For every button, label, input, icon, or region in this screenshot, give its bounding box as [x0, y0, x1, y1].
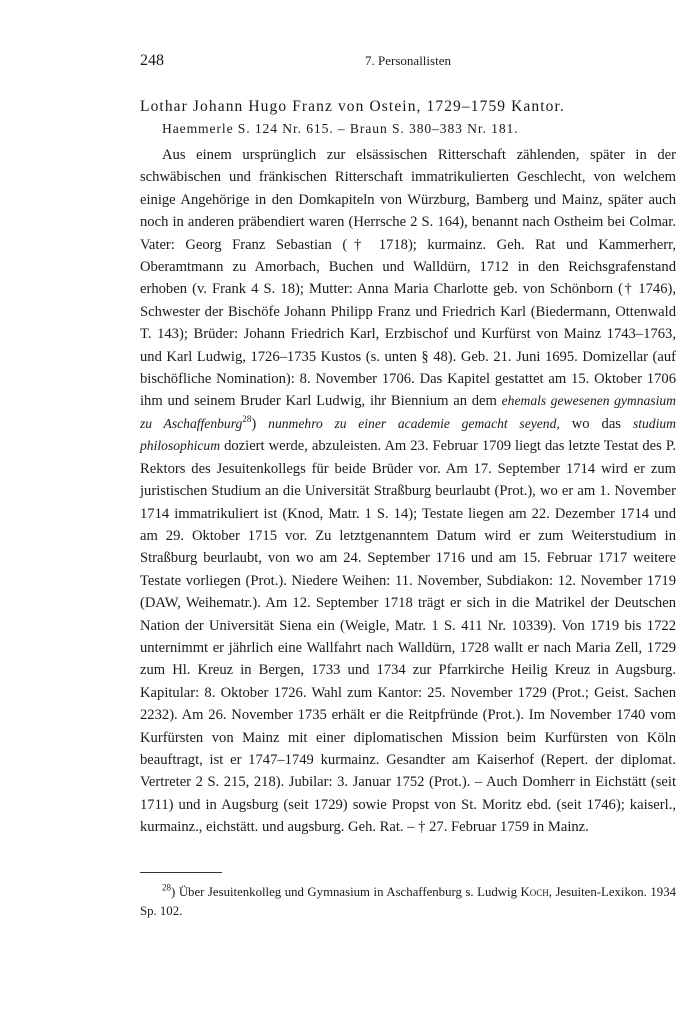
paren-close: ) [251, 415, 257, 432]
body-part-3: doziert werde, abzuleisten. Am 23. Februar 1709 liegt das letzte Testat des P. Rektors des Jesuitenkollegs für beide Brüder vor. Am 17. September 1714 wird er zum juristischen Studium an die Universität Straßburg beurlaubt (Prot.), wo er am 1. November 1714 immatrikuliert ist (Knod, Matr. 1 S. 14); Testate liegen am 22. Dezember 1714 und am 29. Oktober 1715 vor. Zu letztgenanntem Datum wird er zum Weiterstudium in Straßburg beurlaubt, von wo am 24. September 1716 und am 15. Februar 1717 weitere Testate vorliegen (Prot.). Niedere Weihen: 11. November, Subdiakon: 12. November 1719 (DAW, Weihematr.). Am 12. September 1718 trägt er sich in die Matrikel der Deutschen Nation der Universität Siena ein (Weigle, Matr. 1 S. 411 Nr. 10339). Von 1719 bis 1722 unternimmt er jährlich eine Wallfahrt nach Walldürn, 1728 wallt er nach Maria Zell, 1729 zum Hl. Kreuz in Bergen, 1733 und 1734 zur Pfarrkirche Heilig Kreuz in Augsburg. Kapitular: 8. Oktober 1726. Wahl zum Kantor: 25. November 1729 (Prot.; Geist. Sachen 2232). Am 26. November 1735 erhält er die Reitpfründe (Prot.). Im November 1740 vom Kurfürsten von Mainz mit einer diplomatischen Mission beim Kurfürsten von Köln beauftragt, ist er 1747–1749 kurmainz. Gesandter am Kaiserhof (Repert. der diplomat. Vertreter 2 S. 215, 218). Jubilar: 3. Januar 1752 (Prot.). – Auch Domherr in Eichstätt (seit 1711) und in Augsburg (seit 1729) sowie Propst von St. Moritz ebd. (seit 1746); kaiserl., kurmainz., eichstätt. und augsburg. Geh. Rat. – † 27. Februar 1759 in Mainz. [140, 438, 676, 836]
body-text [140, 144, 676, 839]
footnote-number: 28 [162, 882, 171, 893]
footnote-rule [140, 872, 222, 873]
body-part-2: wo das [571, 415, 621, 432]
page [140, 52, 676, 921]
footnote-paren: ) [171, 884, 176, 899]
entry-references: Haemmerle S. 124 Nr. 615. – Braun S. 380–383 Nr. 181. [162, 121, 519, 136]
quote-studium: studium philosophicum [140, 415, 676, 454]
footnote [140, 883, 676, 921]
running-head [140, 52, 676, 76]
body-paragraph [140, 144, 676, 839]
entry-heading: Lothar Johann Hugo Franz von Ostein, 1729–1759 Kantor. [140, 98, 565, 115]
footnote-text-before: Über Jesuitenkolleg und Gymnasium in Aschaffenburg s. Ludwig [178, 884, 517, 899]
body-part-1: Aus einem ursprünglich zur elsässischen Ritterschaft zählenden, später in der schwäbischen und fränkischen Ritterschaft immatrikulierten Geschlecht, von welchem einige Angehörige in den Domkapiteln von Würzburg, Bamberg und Mainz, später auch noch in anderen präbendiert waren (Herrsche 2 S. 164), benannt nach Ostheim bei Colmar. Vater: Georg Franz Sebastian († 1718); kurmainz. Geh. Rat und Kammerherr, Oberamtmann zu Amorbach, Buchen und Walldürn, 1712 in den Reichsgrafenstand erhoben (v. Frank 4 S. 18); Mutter: Anna Maria Charlotte geb. von Schönborn († 1746), Schwester der Bischöfe Johann Philipp Franz und Friedrich Karl (Biedermann, Ottenwald T. 143); Brüder: Johann Friedrich Karl, Erzbischof und Kurfürst von Mainz 1743–1763, und Karl Ludwig, 1726–1735 Kustos (s. unten § 48). Geb. 21. Juni 1695. Domizellar (auf bischöfliche Nomination): 8. November 1706. Das Kapitel gestattet am 15. Oktober 1706 ihm und seinem Bruder Karl Ludwig, ihr Biennium an dem [140, 147, 676, 410]
section-title: 7. Personallisten [365, 53, 451, 68]
quote-academie: nunmehro zu einer academie gemacht seyend, [268, 415, 560, 431]
footnote-text-after: , Jesuiten-Lexikon. 1934 Sp. 102. [140, 884, 676, 918]
footnote-reference[interactable]: 28 [242, 414, 252, 425]
footnote-author: Koch [520, 884, 549, 899]
quote-gymnasium: ehemals gewesenen gymnasium zu Aschaffenburg [140, 393, 676, 431]
page-number: 248 [140, 52, 164, 69]
